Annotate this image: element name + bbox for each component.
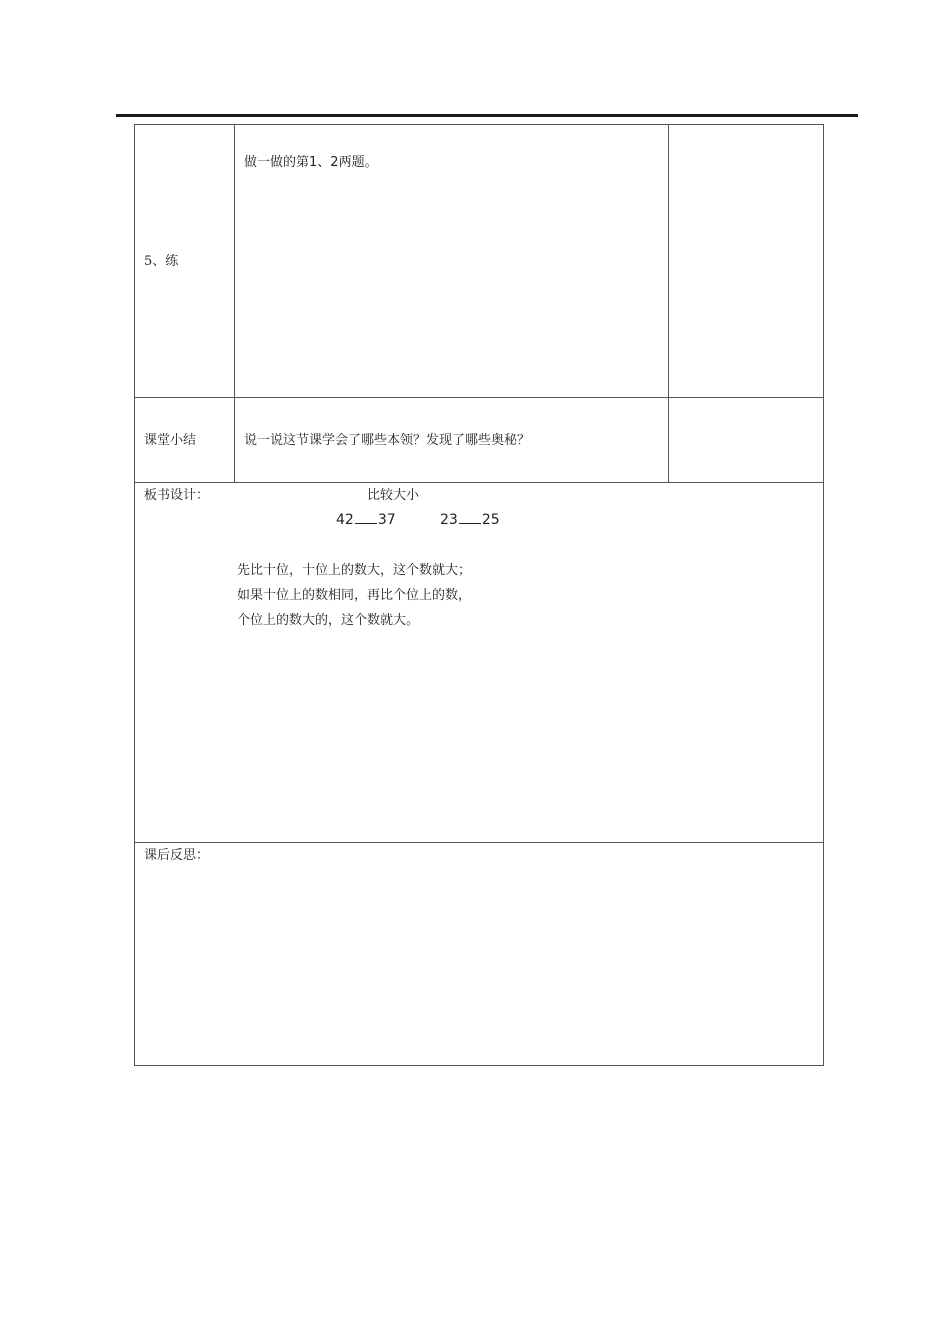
- comparison-2-blank: [459, 512, 481, 524]
- row-divider-board-reflection: [134, 842, 824, 843]
- col-divider-label: [234, 124, 235, 482]
- practice-content-numbers: 1、2: [309, 155, 339, 170]
- board-design-label: 板书设计：: [144, 488, 210, 503]
- row-divider-practice-summary: [134, 397, 824, 398]
- header-rule: [116, 114, 858, 117]
- reflection-label: 课后反思：: [144, 848, 210, 863]
- comparison-2: [440, 512, 500, 528]
- row-divider-summary-board: [134, 482, 824, 483]
- rule-line-2: 如果十位上的数相同，再比个位上的数，: [237, 588, 472, 603]
- board-design-title: 比较大小: [367, 488, 420, 503]
- col-divider-notes: [668, 124, 669, 482]
- comparison-1-right: 37: [377, 512, 396, 528]
- comparison-2-right: 25: [481, 512, 500, 528]
- practice-content-suffix: 两题。: [338, 155, 378, 170]
- practice-label: 5、练: [144, 254, 179, 269]
- comparison-1: [336, 512, 396, 528]
- comparison-2-left: 23: [440, 512, 458, 528]
- rule-line-3: 个位上的数大的，这个数就大。: [237, 613, 420, 628]
- comparison-1-left: 42: [336, 512, 354, 528]
- rule-line-1: 先比十位，十位上的数大，这个数就大；: [237, 563, 472, 578]
- summary-content: 说一说这节课学会了哪些本领？发现了哪些奥秘？: [244, 433, 531, 448]
- comparison-1-blank: [355, 512, 377, 524]
- practice-content-prefix: 做一做的第: [244, 155, 310, 170]
- summary-label: 课堂小结: [144, 433, 197, 448]
- practice-content: [244, 155, 378, 171]
